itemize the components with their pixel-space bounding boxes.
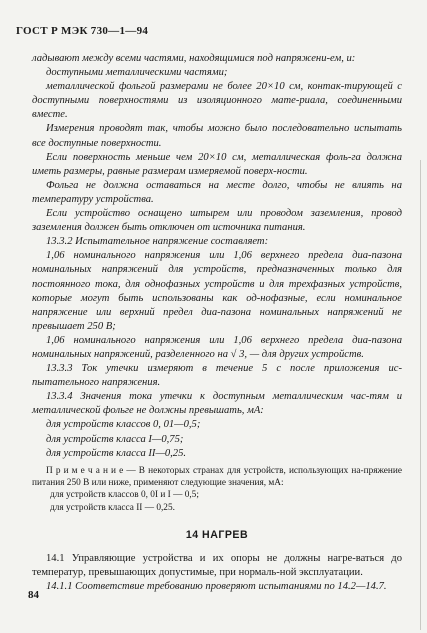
clause-heading: 13.3.2 Испытательное напряжение составляет: xyxy=(46,236,269,248)
paragraph: 13.3.3 Ток утечки измеряют в течение 5 с после приложения ис-пытательного напряжения. xyxy=(32,363,402,389)
paragraph: Измерения проводят так, чтобы можно было последовательно испытать все доступные поверхности. xyxy=(32,123,402,149)
note-item: для устройств классов 0, 0I и I — 0,5; xyxy=(50,490,199,501)
note-block xyxy=(32,465,402,514)
paragraph: 1,06 номинального напряжения или 1,06 верхнего предела диа-пазона номинальных напряжений для устройств, предназначенных только для постоянного тока, для однофазных устройств и для трехфазных устройств, которые могут быть использованы как од-нофазные, если номинальное напряжение или верхний предел диа-пазона номинальных напряжений не превышает 250 В; xyxy=(32,250,402,332)
paragraph: Фольга не должна оставаться на месте долго, чтобы не влиять на температуру устройства. xyxy=(32,179,402,205)
page-body xyxy=(32,52,402,594)
paragraph: ладывают между всеми частями, находящимися под напряжени-ем, и: xyxy=(32,53,356,64)
paragraph: 14.1 Управляющие устройства и их опоры не должны нагре-ваться до температур, превышающих допустимые, при нормаль-ной эксплуатации. xyxy=(32,553,402,579)
paragraph: 1,06 номинального напряжения или 1,06 верхнего предела диа-пазона номинальных напряжений, разделенного на √ 3, — для других устройств. xyxy=(32,334,402,360)
paragraph: 13.3.4 Значения тока утечки к доступным металлическим час-тям и металлической фольге не должны превышать, мА: xyxy=(32,391,402,417)
margin-line xyxy=(420,160,421,630)
list-item: доступными металлическими частями; xyxy=(46,67,228,79)
note-item: для устройств класса II — 0,25. xyxy=(50,502,175,513)
list-item: металлической фольгой размерами не более 20×10 см, контак-тирующей с доступными поверхностями из изоляционного мате-риала, соединенными вместе. xyxy=(32,81,402,121)
list-item: для устройств класса II—0,25. xyxy=(46,447,187,459)
list-item: для устройств классов 0, 01—0,5; xyxy=(46,419,201,431)
paragraph: 14.1.1 Соответствие требованию проверяют испытаниями по 14.2—14.7. xyxy=(46,581,387,593)
page-number: 84 xyxy=(28,589,39,601)
page-header: ГОСТ Р МЭК 730—1—94 xyxy=(16,25,149,37)
paragraph: Если устройство оснащено штырем или проводом заземления, провод заземления должен быть отключен от источника питания. xyxy=(32,208,402,234)
paragraph: Если поверхность меньше чем 20×10 см, металлическая фоль-га должна иметь размеры, равные размерам измеряемой поверх-ности. xyxy=(32,151,402,177)
section-title: 14 НАГРЕВ xyxy=(185,528,249,541)
note-text: П р и м е ч а н и е — В некоторых странах для устройств, использующих на-пряжение питания 250 В или ниже, применяют следующие значения, мА: xyxy=(32,465,402,489)
list-item: для устройств класса I—0,75; xyxy=(46,433,184,445)
